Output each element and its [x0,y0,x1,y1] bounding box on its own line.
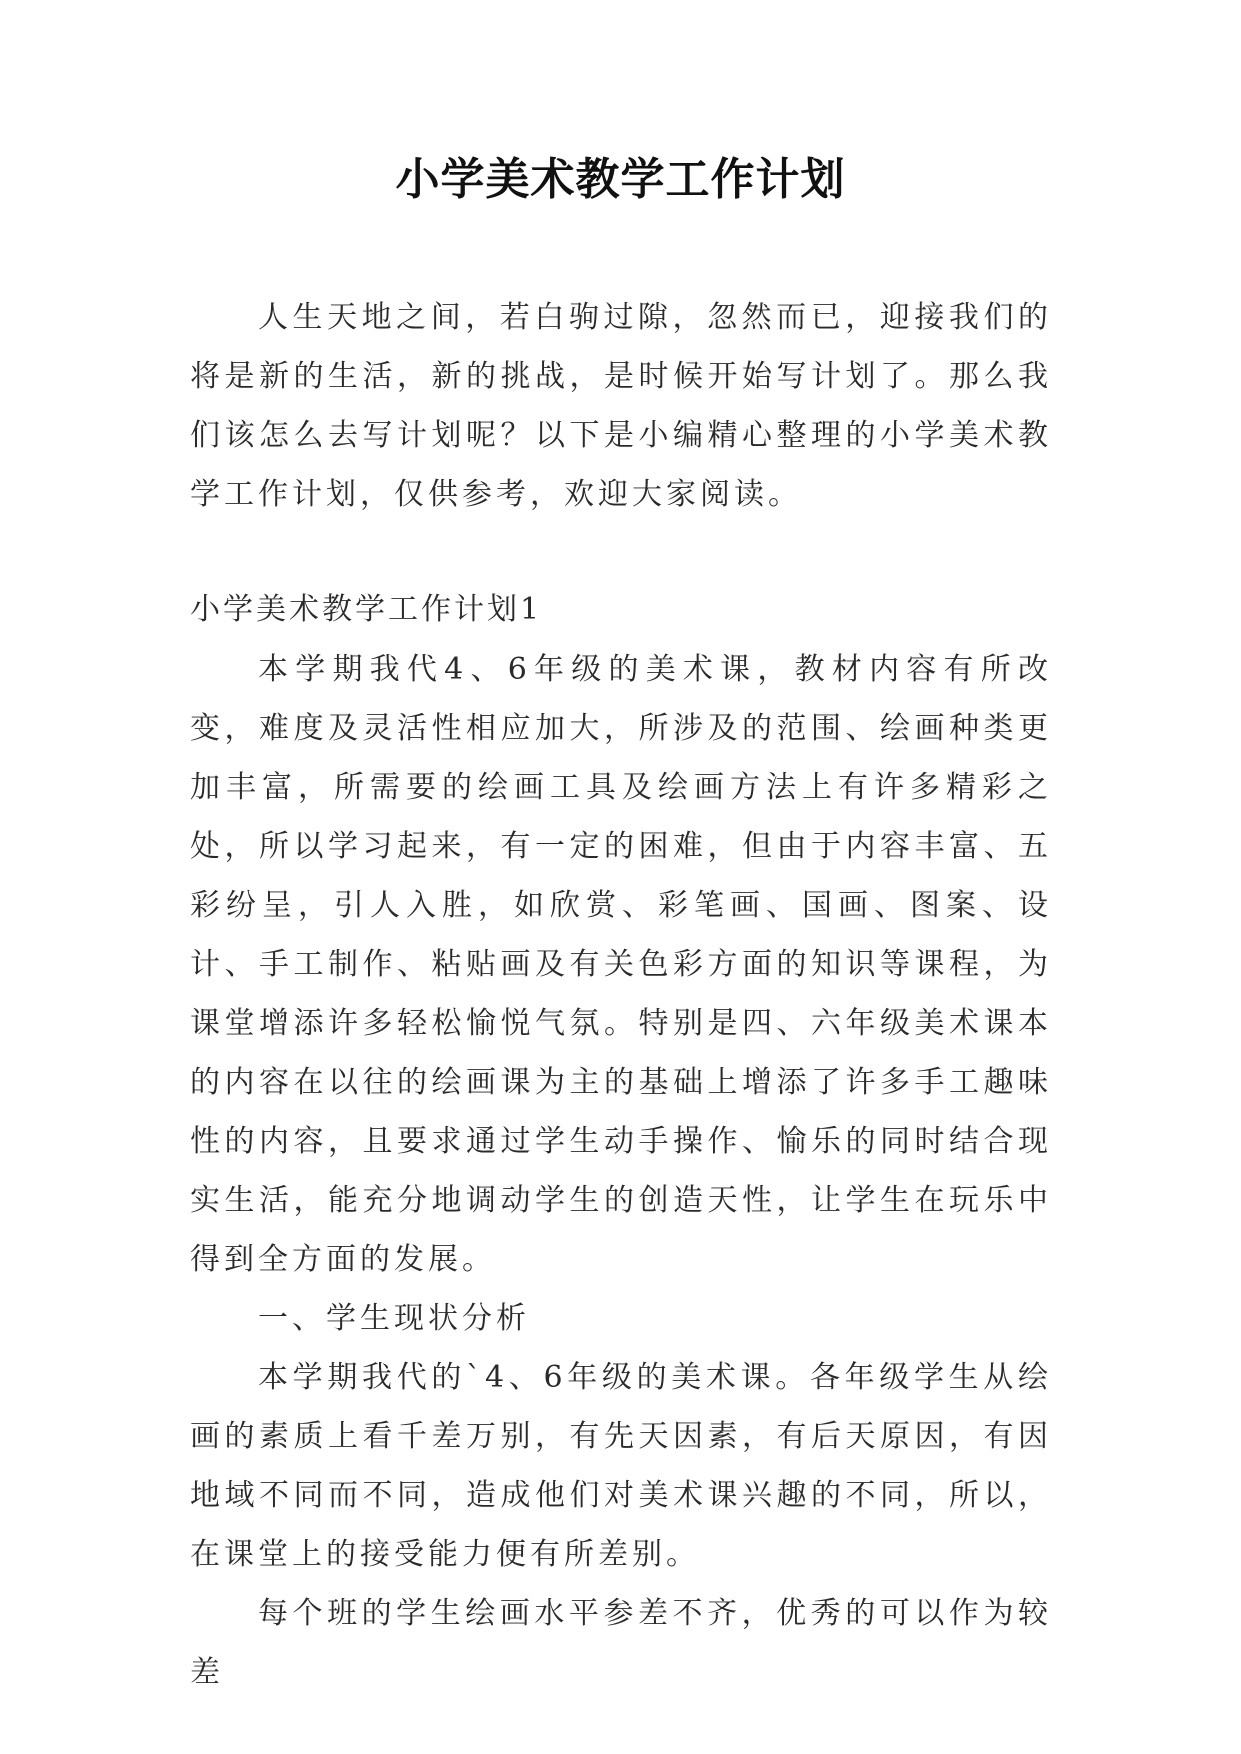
section-heading: 小学美术教学工作计划1 [190,592,543,627]
main-content [190,640,1052,1702]
body-paragraph-3: 每个班的学生绘画水平参差不齐，优秀的可以作为较差 [190,1596,1052,1690]
subheading-student-analysis: 一、学生现状分析 [258,1301,530,1336]
intro-paragraph: 人生天地之间，若白驹过隙，忽然而已，迎接我们的将是新的生活，新的挑战，是时候开始写计划了。那么我们该怎么去写计划呢？以下是小编精心整理的小学美术教学工作计划，仅供参考，欢迎大家阅读。 [190,300,1052,512]
body-paragraph-2: 本学期我代的`4、6年级的美术课。各年级学生从绘画的素质上看千差万别，有先天因素，有后天原因，有因地域不同而不同，造成他们对美术课兴趣的不同，所以，在课堂上的接受能力便有所差别。 [190,1360,1052,1572]
body-paragraph-1: 本学期我代4、6年级的美术课，教材内容有所改变，难度及灵活性相应加大，所涉及的范围、绘画种类更加丰富，所需要的绘画工具及绘画方法上有许多精彩之处，所以学习起来，有一定的困难，但由于内容丰富、五彩纷呈，引人入胜，如欣赏、彩笔画、国画、图案、设计、手工制作、粘贴画及有关色彩方面的知识等课程，为课堂增添许多轻松愉悦气氛。特别是四、六年级美术课本的内容在以往的绘画课为主的基础上增添了许多手工趣味性的内容，且要求通过学生动手操作、愉乐的同时结合现实生活，能充分地调动学生的创造天性，让学生在玩乐中得到全方面的发展。 [190,652,1052,1277]
document-title: 小学美术教学工作计划 [395,154,846,205]
